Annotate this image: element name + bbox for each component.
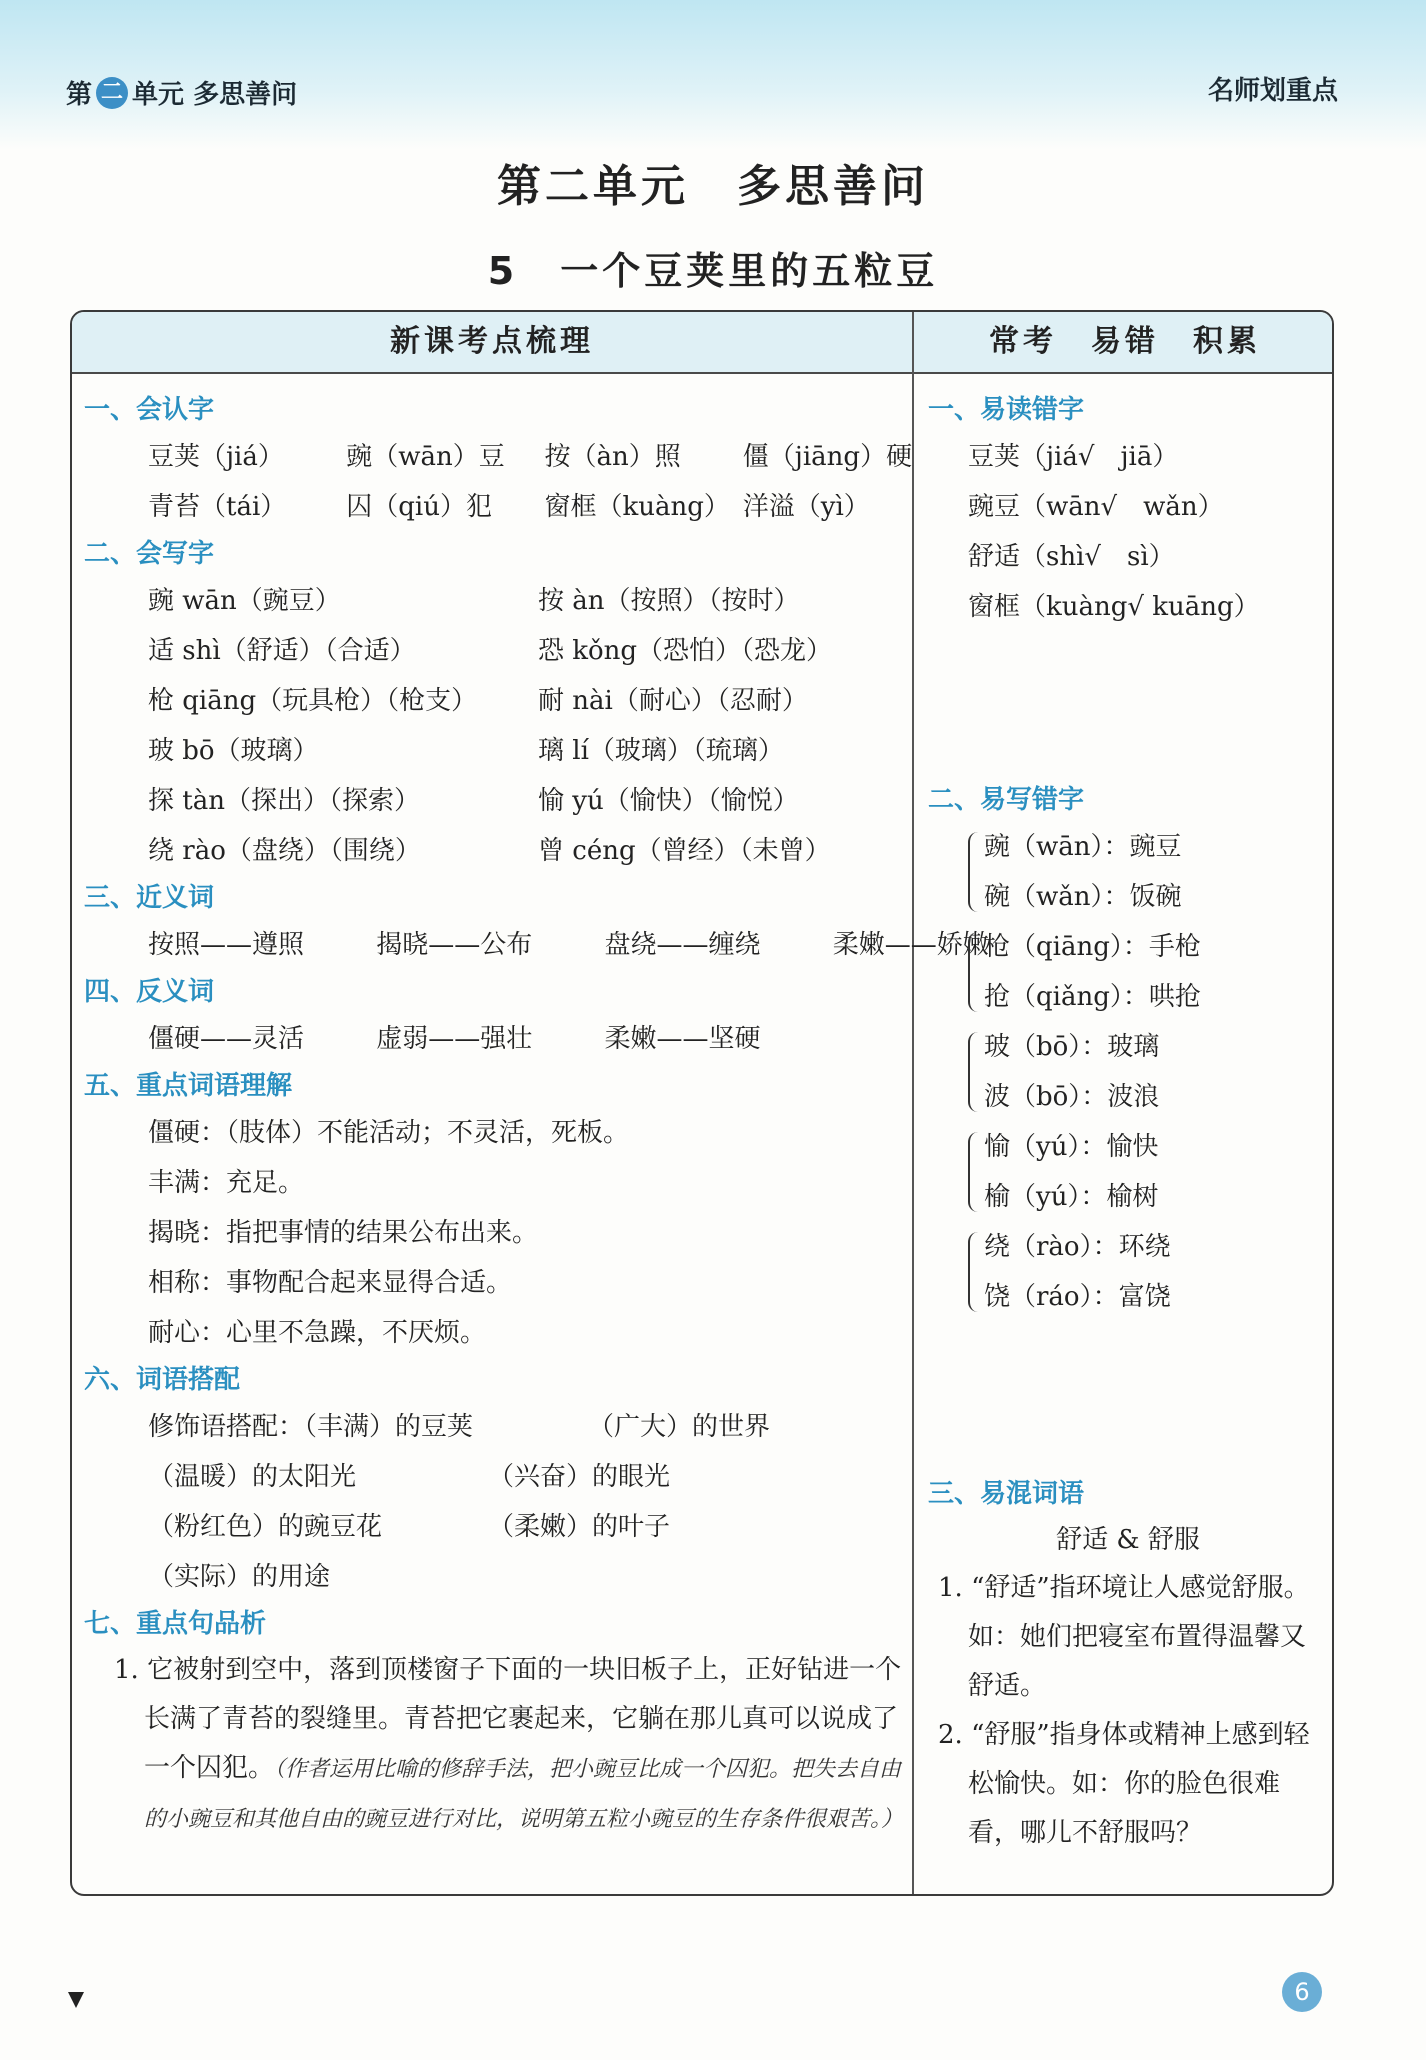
running-head-prefix: 第 <box>66 80 93 110</box>
char-pair <box>968 1022 1328 1122</box>
unit-title: 第二单元 多思善问 <box>497 161 929 212</box>
misread-item: 豌豆（wān√ wǎn） <box>968 492 1224 522</box>
misread-item: 豆荚（jiá√ jiā） <box>968 442 1179 472</box>
write-row <box>84 676 904 726</box>
word-item: 探 tàn（探出）（探索） <box>148 786 420 816</box>
section-title: 三、易混词语 <box>928 1479 1085 1509</box>
section-title: 一、易读错字 <box>928 395 1085 425</box>
confusable-pair-title: 舒适 & 舒服 <box>1056 1525 1200 1555</box>
word-item: 璃 lí（玻璃）（琉璃） <box>538 736 784 766</box>
word-item: 枪 qiāng（玩具枪）（枪支） <box>148 686 478 716</box>
word-item: （兴奋）的眼光 <box>488 1462 671 1492</box>
word-item: 僵（jiāng）硬 <box>742 442 913 472</box>
word-item: 洋溢（yì） <box>742 492 870 522</box>
word-item: 窗框（kuàng） <box>544 492 730 522</box>
char-item: 碗（wǎn）：饭碗 <box>984 882 1182 912</box>
confusable-explanation: 1. “舒适”指环境让人感觉舒服。如：她们把寝室布置得温馨又舒适。 <box>938 1573 1310 1701</box>
word-item: 盘绕——缠绕 <box>604 930 761 960</box>
page-number: 6 <box>1282 1972 1322 2012</box>
section-title: 二、会写字 <box>84 539 215 569</box>
char-item: 愉（yú）：愉快 <box>984 1132 1159 1162</box>
word-item: 豌（wān）豆 <box>346 442 505 472</box>
misread-item: 窗框（kuàng√ kuāng） <box>968 592 1260 622</box>
word-item: 柔嫩——坚硬 <box>604 1024 761 1054</box>
word-item: 修饰语搭配：（丰满）的豆荚 <box>148 1412 474 1442</box>
recognize-row <box>84 432 913 482</box>
char-pair <box>968 1122 1328 1222</box>
confusable-explanation: 2. “舒服”指身体或精神上感到轻松愉快。如：你的脸色很难看，哪儿不舒服吗？ <box>938 1720 1310 1848</box>
column-divider <box>912 312 914 1894</box>
definition-row: 僵硬：（肢体）不能活动；不灵活，死板。 <box>148 1118 630 1148</box>
collocation-row <box>84 1402 904 1452</box>
word-item: 豆荚（jiá） <box>148 442 284 472</box>
sentence-text: 1. 它被射到空中，落到顶楼窗子下面的一块旧板子上，正好钻进一个长满了青苔的裂缝里。青苔把它裹起来，它躺在那儿真可以说成了一个囚犯。 <box>114 1655 902 1783</box>
section-title: 五、重点词语理解 <box>84 1071 293 1101</box>
word-item: 柔嫩——娇嫩 <box>832 930 989 960</box>
word-item: 绕 rào（盘绕）（围绕） <box>148 836 421 866</box>
left-column <box>84 388 989 1844</box>
word-item: 僵硬——灵活 <box>148 1024 305 1054</box>
char-item: 抢（qiǎng）：哄抢 <box>984 982 1201 1012</box>
char-item: 绕（rào）：环绕 <box>984 1232 1171 1262</box>
recognize-row <box>84 482 904 532</box>
char-pair <box>968 922 1328 1022</box>
page-marker-icon <box>68 1992 84 2008</box>
right-column <box>928 388 1328 1858</box>
char-pair <box>968 1222 1328 1322</box>
definition-row: 耐心：心里不急躁，不厌烦。 <box>148 1318 487 1348</box>
spacer <box>928 1322 1328 1472</box>
word-item: 揭晓——公布 <box>376 930 533 960</box>
spacer <box>928 632 1328 778</box>
definition-row: 揭晓：指把事情的结果公布出来。 <box>148 1218 539 1248</box>
collocation-row <box>84 1452 904 1502</box>
section-title: 七、重点句品析 <box>84 1609 267 1639</box>
write-row <box>84 776 904 826</box>
word-item: （柔嫩）的叶子 <box>488 1512 671 1542</box>
word-item: （广大）的世界 <box>588 1412 771 1442</box>
word-item: （粉红色）的豌豆花 <box>148 1512 383 1542</box>
running-head-suffix: 单元 多思善问 <box>132 80 298 110</box>
section-title: 二、易写错字 <box>928 785 1085 815</box>
sentence-note: （作者运用比喻的修辞手法，把小豌豆比成一个囚犯。把失去自由的小豌豆和其他自由的豌豆进行对比，说明第五粒小豌豆的生存条件很艰苦。） <box>144 1757 904 1832</box>
word-item: 青苔（tái） <box>148 492 287 522</box>
word-item: 按（àn）照 <box>544 442 681 472</box>
word-item: 虚弱——强壮 <box>376 1024 533 1054</box>
right-column-header: 常考 易错 积累 <box>914 312 1334 374</box>
word-item: 按 àn（按照）（按时） <box>538 586 800 616</box>
misread-item: 舒适（shì√ sì） <box>968 542 1175 572</box>
content-frame <box>70 310 1334 1896</box>
key-sentence <box>84 1646 904 1844</box>
word-item: 囚（qiú）犯 <box>346 492 492 522</box>
section-title: 一、会认字 <box>84 395 215 425</box>
left-column-header: 新课考点梳理 <box>72 312 912 374</box>
word-item: 愉 yú（愉快）（愉悦） <box>538 786 799 816</box>
write-row <box>84 826 904 876</box>
collocation-row <box>84 1502 904 1552</box>
word-item: 豌 wān（豌豆） <box>148 586 341 616</box>
unit-number-badge: 二 <box>96 77 128 109</box>
collocation-row: （实际）的用途 <box>148 1562 331 1592</box>
word-item: 曾 céng（曾经）（未曾） <box>538 836 831 866</box>
char-item: 豌（wān）：豌豆 <box>984 832 1182 862</box>
antonym-row <box>84 1014 904 1064</box>
definition-row: 丰满：充足。 <box>148 1168 305 1198</box>
word-item: （温暖）的太阳光 <box>148 1462 357 1492</box>
word-item: 按照——遵照 <box>148 930 305 960</box>
write-row <box>84 576 904 626</box>
word-item: 耐 nài（耐心）（忍耐） <box>538 686 808 716</box>
section-title: 六、词语搭配 <box>84 1365 241 1395</box>
word-item: 恐 kǒng（恐怕）（恐龙） <box>538 636 833 666</box>
write-row <box>84 726 904 776</box>
running-head-right: 名师划重点 <box>1207 76 1338 106</box>
char-item: 玻（bō）：玻璃 <box>984 1032 1160 1062</box>
definition-row: 相称：事物配合起来显得合适。 <box>148 1268 513 1298</box>
section-title: 三、近义词 <box>84 883 215 913</box>
write-row <box>84 626 904 676</box>
word-item: 适 shì（舒适）（合适） <box>148 636 416 666</box>
char-pair <box>968 822 1328 922</box>
word-item: 玻 bō（玻璃） <box>148 736 319 766</box>
char-item: 饶（ráo）：富饶 <box>984 1282 1171 1312</box>
synonym-row <box>84 920 989 970</box>
lesson-title: 5 一个豆荚里的五粒豆 <box>487 249 939 293</box>
char-item: 波（bō）：波浪 <box>984 1082 1160 1112</box>
char-item: 枪（qiāng）：手枪 <box>984 932 1201 962</box>
section-title: 四、反义词 <box>84 977 215 1007</box>
char-item: 榆（yú）：榆树 <box>984 1182 1159 1212</box>
running-head-left <box>66 74 297 111</box>
